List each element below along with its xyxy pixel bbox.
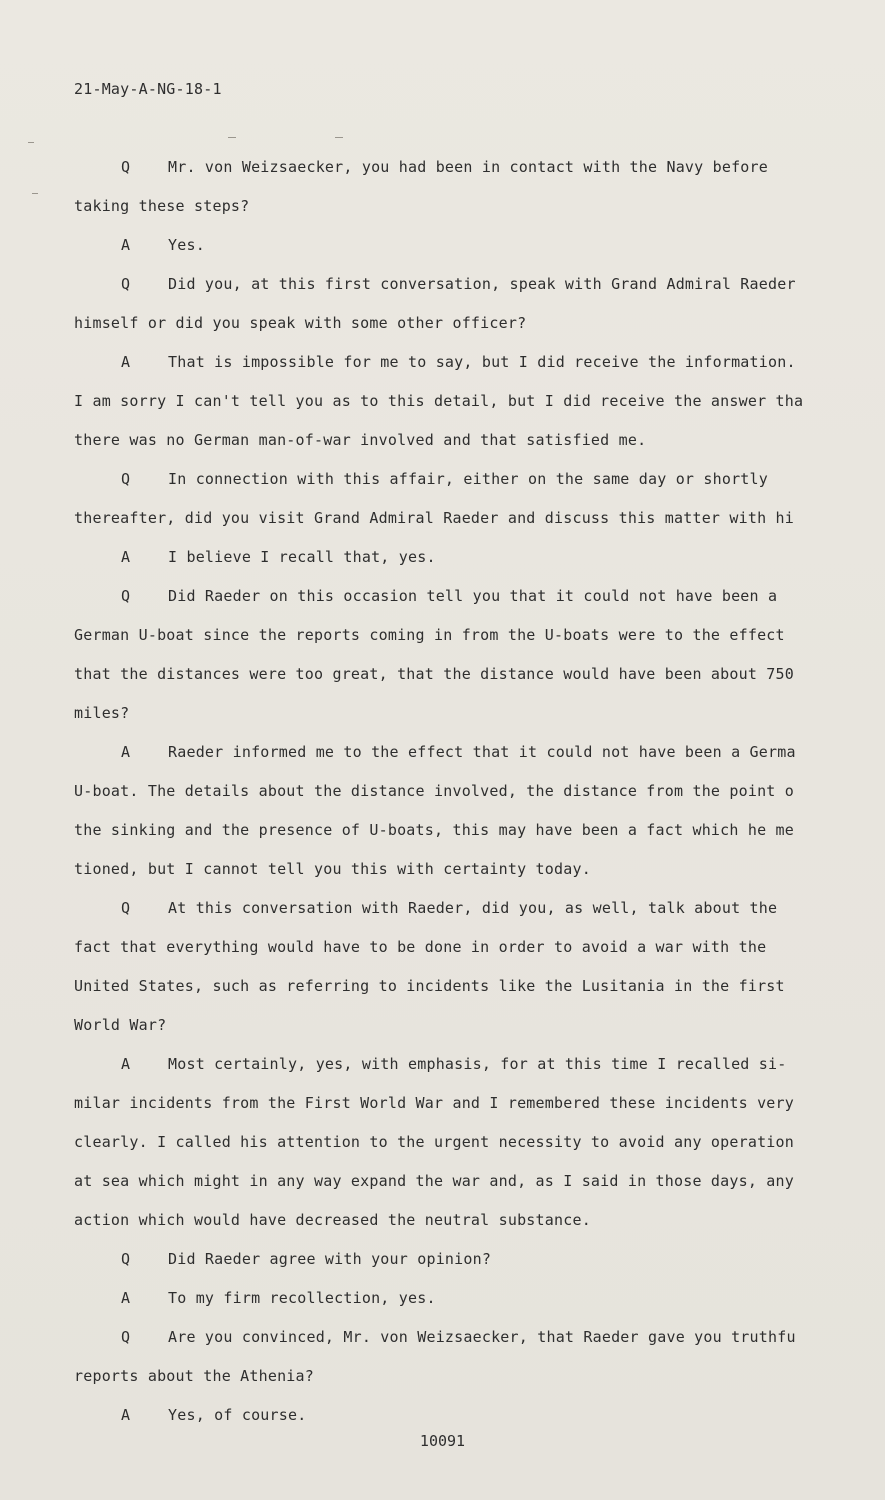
line-text: To my firm recollection, yes.	[168, 1289, 436, 1307]
transcript-line	[74, 1050, 864, 1089]
line-text: miles?	[74, 704, 130, 722]
transcript-line	[74, 1011, 864, 1050]
transcript-line	[74, 816, 864, 855]
transcript-line	[74, 933, 864, 972]
line-text: German U-boat since the reports coming in from the U-boats were to the effect	[74, 626, 785, 644]
answer-marker: A	[121, 548, 131, 566]
question-marker: Q	[121, 587, 131, 605]
margin-mark	[32, 193, 38, 194]
line-text: At this conversation with Raeder, did you, as well, talk about the	[168, 899, 778, 917]
transcript-line	[74, 855, 864, 894]
answer-marker: A	[121, 353, 131, 371]
line-text: Raeder informed me to the effect that it could not have been a Germa	[168, 743, 796, 761]
question-marker: Q	[121, 275, 131, 293]
line-text: Mr. von Weizsaecker, you had been in contact with the Navy before	[168, 158, 768, 176]
line-text: clearly. I called his attention to the urgent necessity to avoid any operation	[74, 1133, 794, 1151]
line-text: Did Raeder agree with your opinion?	[168, 1250, 492, 1268]
line-text: Most certainly, yes, with emphasis, for at this time I recalled si-	[168, 1055, 787, 1073]
transcript-body	[74, 75, 864, 1440]
line-text: that the distances were too great, that the distance would have been about 750	[74, 665, 794, 683]
line-text: Yes.	[168, 236, 205, 254]
line-text: the sinking and the presence of U-boats, this may have been a fact which he me	[74, 821, 794, 839]
question-marker: Q	[121, 470, 131, 488]
answer-marker: A	[121, 1055, 131, 1073]
transcript-line	[74, 738, 864, 777]
transcript-line	[74, 1089, 864, 1128]
transcript-line	[74, 1245, 864, 1284]
transcript-line	[74, 153, 864, 192]
line-text: In connection with this affair, either on the same day or shortly	[168, 470, 768, 488]
transcript-line	[74, 1206, 864, 1245]
document-id: 21-May-A-NG-18-1	[74, 80, 222, 98]
line-text: taking these steps?	[74, 197, 250, 215]
transcript-line	[74, 309, 864, 348]
line-text: United States, such as referring to incidents like the Lusitania in the first	[74, 977, 785, 995]
answer-marker: A	[121, 1406, 131, 1424]
answer-marker: A	[121, 1289, 131, 1307]
question-marker: Q	[121, 1328, 131, 1346]
transcript-line	[74, 1128, 864, 1167]
transcript-lines	[74, 153, 864, 1440]
answer-marker: A	[121, 743, 131, 761]
line-text: there was no German man-of-war involved and that satisfied me.	[74, 431, 647, 449]
transcript-line	[74, 972, 864, 1011]
line-text: milar incidents from the First World War and I remembered these incidents very	[74, 1094, 794, 1112]
line-text: action which would have decreased the neutral substance.	[74, 1211, 591, 1229]
line-text: fact that everything would have to be done in order to avoid a war with the	[74, 938, 767, 956]
line-text: thereafter, did you visit Grand Admiral Raeder and discuss this matter with hi	[74, 509, 794, 527]
line-text: Did you, at this first conversation, speak with Grand Admiral Raeder	[168, 275, 796, 293]
transcript-line	[74, 231, 864, 270]
line-text: U-boat. The details about the distance involved, the distance from the point o	[74, 782, 794, 800]
transcript-line	[74, 348, 864, 387]
transcript-line	[74, 1362, 864, 1401]
line-text: himself or did you speak with some other officer?	[74, 314, 527, 332]
transcript-line	[74, 504, 864, 543]
line-text: I believe I recall that, yes.	[168, 548, 436, 566]
question-marker: Q	[121, 899, 131, 917]
transcript-line	[74, 192, 864, 231]
answer-marker: A	[121, 236, 131, 254]
line-text: Did Raeder on this occasion tell you that it could not have been a	[168, 587, 778, 605]
transcript-line	[74, 777, 864, 816]
transcript-line	[74, 582, 864, 621]
line-text: That is impossible for me to say, but I did receive the information.	[168, 353, 796, 371]
transcript-line	[74, 387, 864, 426]
line-text: at sea which might in any way expand the war and, as I said in those days, any	[74, 1172, 794, 1190]
transcript-line	[74, 699, 864, 738]
line-text: World War?	[74, 1016, 167, 1034]
transcript-line	[74, 1323, 864, 1362]
transcript-line	[74, 660, 864, 699]
transcript-line	[74, 465, 864, 504]
transcript-line	[74, 543, 864, 582]
transcript-line	[74, 426, 864, 465]
transcript-line	[74, 1167, 864, 1206]
transcript-line	[74, 894, 864, 933]
margin-mark	[28, 142, 34, 143]
page-number: 10091	[419, 1432, 466, 1450]
line-text: Are you convinced, Mr. von Weizsaecker, that Raeder gave you truthfu	[168, 1328, 796, 1346]
line-text: reports about the Athenia?	[74, 1367, 314, 1385]
line-text: tioned, but I cannot tell you this with certainty today.	[74, 860, 591, 878]
transcript-line	[74, 621, 864, 660]
transcript-line	[74, 1284, 864, 1323]
question-marker: Q	[121, 158, 131, 176]
question-marker: Q	[121, 1250, 131, 1268]
transcript-line	[74, 270, 864, 309]
line-text: I am sorry I can't tell you as to this detail, but I did receive the answer tha	[74, 392, 804, 410]
line-text: Yes, of course.	[168, 1406, 307, 1424]
